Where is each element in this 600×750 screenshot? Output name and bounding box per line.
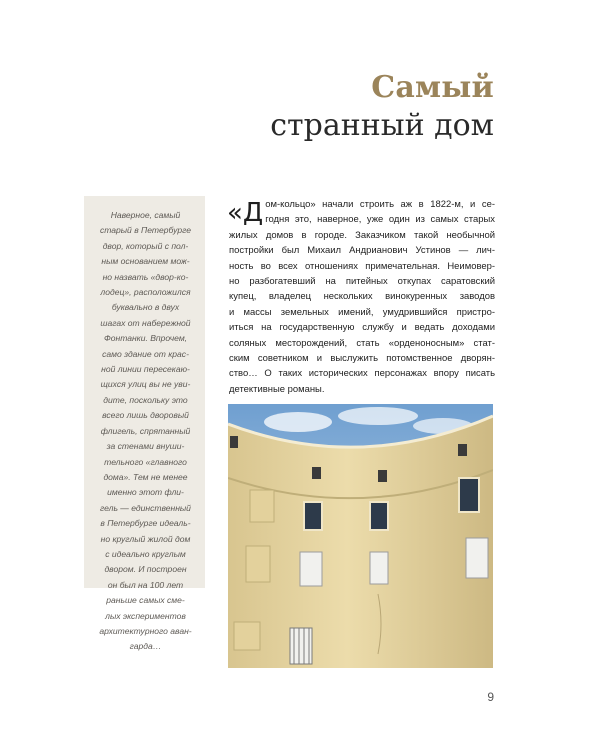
title-accent: Самый (371, 70, 494, 105)
cloud (264, 412, 332, 432)
article-line: иться на государственную службу и ведать доходами (229, 322, 495, 334)
article-line: ом-кольцо» начали строить аж в 1822-м, и се- (265, 199, 495, 210)
page-title: странный дом (270, 108, 494, 143)
page-number: 9 (487, 690, 494, 704)
article-line: но разбогатевший на питейных откупах саратовский (229, 276, 495, 288)
sidebar-note (84, 196, 205, 652)
sidebar-note-text: Наверное, самый старый в Петербурге двор, который с пол- ным основанием мож- но назвать «двор-ко- лодец», расположился буквально в двух шагах от набережной Фонтанки. Впрочем, само здание от крас- ной линии пересекаю- щихся улиц вы не уви- дите, поскольку это всего лишь дворовый флигель, спрятанный за стенами внуши- тельного «главного дома». Тем не менее именно этот фли- гель — единственный в Петербурге идеаль- но круглый жилой дом с идеально круглым двором. И построен он был на 100 лет раньше самых сме- лых экспериментов архитектурного аван- гарда… (99, 210, 192, 652)
article-line: детективные романы. (229, 383, 325, 395)
article-text (229, 197, 495, 397)
article-line: ность во всех отношениях примечательная. Неимовер- (229, 260, 495, 272)
round-wall (228, 416, 493, 668)
cloud (338, 407, 418, 425)
article-line: купец, владелец нескольких винокуренных заводов (229, 291, 495, 303)
article-line: жилых домов в городе. Заказчиком такой необычной (229, 229, 495, 241)
article-line: ство… О таких исторических персонажах впору писать (229, 368, 495, 380)
article-line: и массы земельных имений, умудрившийся пристро- (229, 306, 495, 318)
courtyard-photo (228, 404, 493, 668)
article-line: постройки был Михаил Андрианович Устинов — лич- (229, 245, 495, 257)
drop-cap: «Д (227, 198, 264, 228)
article-line: годня это, наверное, уже один из самых старых (265, 214, 495, 226)
courtyard-illustration (228, 404, 493, 668)
article-line: ским советником и выслужить потомственное дворян- (229, 353, 495, 365)
article-line: соляных месторождений, стать «орденоносным» стат- (229, 337, 495, 349)
